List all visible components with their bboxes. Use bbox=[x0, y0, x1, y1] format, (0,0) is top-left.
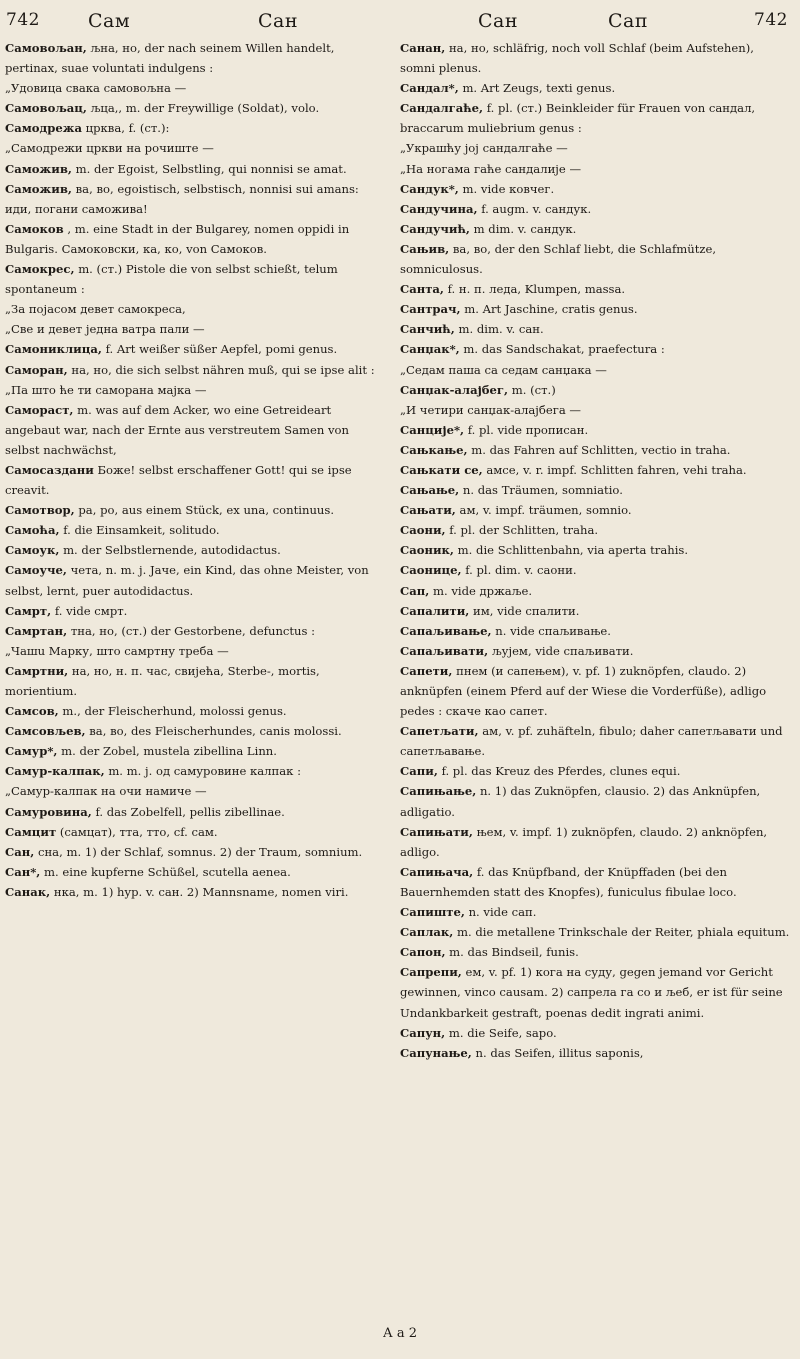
headword: Санције*, bbox=[400, 422, 465, 437]
entry-definition: тна, но, (ст.) der Gestorbene, defunctus : bbox=[70, 623, 316, 638]
entry-definition: ам, v. impf. träumen, somnio. bbox=[459, 503, 632, 518]
dictionary-entry bbox=[400, 138, 792, 158]
entry-definition: m dim. v. сандук. bbox=[473, 221, 577, 236]
entry-definition: пнем (и сапењем), v. pf. 1) zuknöpfen, claudo. 2) anknüpfen (einem Pferd auf der Wiese die Vorderfüße), adligo pedes : скаче као сапет. bbox=[400, 663, 767, 719]
dictionary-entry bbox=[5, 802, 385, 822]
headword: Самцит bbox=[5, 824, 57, 839]
headword: Самораст, bbox=[5, 402, 74, 417]
dictionary-entry bbox=[5, 360, 385, 380]
entry-definition: m. vide држаље. bbox=[432, 583, 533, 598]
entry-definition: f. pl. (ст.) Beinkleider für Frauen von сандал, braccarum muliebrium genus : bbox=[400, 101, 756, 136]
dictionary-entry bbox=[5, 98, 385, 118]
entry-definition: m. Art Jaschine, cratis genus. bbox=[464, 302, 638, 317]
headword: Самосаздани bbox=[5, 462, 94, 477]
entry-definition: f. pl. der Schlitten, traha. bbox=[449, 523, 599, 538]
dictionary-entry bbox=[400, 1023, 792, 1043]
dictionary-entry bbox=[5, 540, 385, 560]
entry-definition: чета, n. m. j. Jaче, ein Kind, das ohne Meister, von selbst, lernt, puer autodidactus. bbox=[5, 563, 369, 598]
dictionary-entry bbox=[400, 520, 792, 540]
headword: Сапетљати, bbox=[400, 724, 479, 739]
dictionary-entry bbox=[400, 1043, 792, 1063]
dictionary-entry bbox=[5, 641, 385, 661]
entry-definition: ра, ро, aus einem Stück, ex una, continuus. bbox=[78, 503, 335, 518]
entry-definition: „Удовица свака самовољна — bbox=[5, 81, 187, 96]
headword: Самоков bbox=[5, 221, 64, 236]
headword: Сањкање, bbox=[400, 442, 468, 457]
dictionary-entry bbox=[5, 339, 385, 359]
dictionary-entry bbox=[400, 78, 792, 98]
dictionary-entry bbox=[400, 962, 792, 1022]
headword: Санџак-алајбег, bbox=[400, 382, 509, 397]
entry-definition: m. die Schlittenbahn, via aperta trahis. bbox=[457, 543, 689, 558]
headword: Самоук, bbox=[5, 543, 60, 558]
entry-definition: , m. eine Stadt in der Bulgarey, nomen oppidi in Bulgaris. Самоковски, ка, ко, von Самоков. bbox=[5, 221, 350, 256]
entry-definition: m. dim. v. сан. bbox=[458, 322, 544, 337]
dictionary-entry bbox=[400, 942, 792, 962]
headword: Самур-калпак, bbox=[5, 764, 105, 779]
entry-definition: на, но, н. п. час, свијећа, Sterbe-, mortis, morientium. bbox=[5, 663, 320, 698]
entry-definition: m. die metallene Trinkschale der Reiter, phiala equitum. bbox=[457, 925, 790, 940]
headword: Самоуче, bbox=[5, 563, 67, 578]
headword: Сандал*, bbox=[400, 81, 459, 96]
dictionary-entry bbox=[400, 179, 792, 199]
dictionary-entry bbox=[400, 299, 792, 319]
entry-definition: „И четири санџак-алајбега — bbox=[400, 402, 582, 417]
headword: Самовољан, bbox=[5, 41, 87, 55]
headword: Самсовљев, bbox=[5, 724, 86, 739]
headword: Самртан, bbox=[5, 623, 68, 638]
entry-definition: „Седам паша са седам санџака — bbox=[400, 362, 607, 377]
entry-definition: Боже! selbst erschaffener Gott! qui se ipse creavit. bbox=[5, 462, 352, 498]
page-number-right: 742 bbox=[754, 10, 788, 30]
dictionary-entry bbox=[5, 701, 385, 721]
dictionary-entry bbox=[400, 862, 792, 902]
dictionary-entry bbox=[5, 118, 385, 138]
dictionary-entry bbox=[5, 781, 385, 801]
dictionary-entry bbox=[5, 400, 385, 460]
dictionary-entry bbox=[400, 460, 792, 480]
headword: Самуровина, bbox=[5, 804, 92, 819]
entry-definition: ва, во, der den Schlaf liebt, die Schlafmütze, somniculosus. bbox=[400, 241, 717, 277]
dictionary-entry bbox=[5, 78, 385, 98]
entry-definition: m. das Fahren auf Schlitten, vectio in traha. bbox=[471, 442, 731, 457]
entry-definition: m. das Bindseil, funis. bbox=[449, 945, 579, 960]
headword: Сапети, bbox=[400, 663, 453, 678]
headword: Саплак, bbox=[400, 925, 454, 940]
entry-definition: љна, но, der nach seinem Willen handelt, pertinax, suae voluntati indulgens : bbox=[5, 41, 335, 76]
entry-definition: f. pl. das Kreuz des Pferdes, clunes equi. bbox=[441, 764, 681, 779]
headword: Саможив, bbox=[5, 181, 72, 196]
headword: Самур*, bbox=[5, 744, 58, 759]
headword: Сапи, bbox=[400, 764, 438, 779]
dictionary-entry bbox=[400, 902, 792, 922]
headword: Саможив, bbox=[5, 161, 72, 176]
headword: Самсов, bbox=[5, 704, 59, 719]
entry-definition: (самцат), тта, тто, cf. сам. bbox=[59, 824, 218, 839]
dictionary-entry bbox=[400, 339, 792, 359]
headword: Санан, bbox=[400, 41, 446, 55]
dictionary-entry bbox=[5, 500, 385, 520]
dictionary-entry bbox=[400, 560, 792, 580]
entry-definition: f. das Knüpfband, der Knüpffaden (bei den Bauernhemden statt des Knopfes), funiculus fibulae loco. bbox=[400, 864, 737, 899]
dictionary-entry bbox=[400, 661, 792, 721]
dictionary-entry bbox=[5, 842, 385, 862]
dictionary-entry bbox=[5, 761, 385, 781]
dictionary-entry bbox=[400, 761, 792, 781]
dictionary-entry bbox=[400, 641, 792, 661]
entry-definition: m. m. j. од самуровине калпак : bbox=[108, 764, 301, 779]
entry-definition: m. (ст.) Pistole die von selbst schießt, telum spontaneum : bbox=[5, 262, 338, 297]
headword: Сапаљивање, bbox=[400, 623, 492, 638]
entry-definition: m. die Seife, sapo. bbox=[448, 1025, 557, 1040]
dictionary-entry bbox=[5, 219, 385, 259]
headword: Саонице, bbox=[400, 563, 462, 578]
entry-definition: њем, v. impf. 1) zuknöpfen, claudo. 2) anknöpfen, adligo. bbox=[400, 824, 768, 859]
headword: Сан, bbox=[5, 844, 35, 859]
dictionary-entry bbox=[400, 199, 792, 219]
dictionary-entry bbox=[400, 721, 792, 761]
dictionary-entry bbox=[5, 601, 385, 621]
headword: Сањање, bbox=[400, 483, 460, 498]
dictionary-entry bbox=[400, 822, 792, 862]
entry-definition: f. die Einsamkeit, solitudo. bbox=[63, 523, 220, 538]
page-number-left: 742 bbox=[6, 10, 40, 30]
entry-definition: ам, v. pf. zuhäfteln, fibulo; daher сапетљавати und сапетљавање. bbox=[400, 724, 783, 759]
entry-definition: љујем, vide спаљивати. bbox=[491, 643, 634, 658]
dictionary-entry bbox=[400, 98, 792, 138]
headword: Сантрач, bbox=[400, 302, 461, 317]
headword: Санџак*, bbox=[400, 342, 460, 357]
dictionary-entry bbox=[400, 380, 792, 400]
headword: Сан*, bbox=[5, 864, 41, 879]
entry-definition: f. pl. dim. v. саони. bbox=[465, 563, 577, 578]
dictionary-entry bbox=[400, 601, 792, 621]
dictionary-entry bbox=[400, 500, 792, 520]
headword: Сањкати се, bbox=[400, 462, 483, 477]
dictionary-entry bbox=[400, 219, 792, 239]
right-column bbox=[400, 38, 792, 1348]
dictionary-entry bbox=[5, 319, 385, 339]
dictionary-entry bbox=[5, 259, 385, 299]
headword: Сапунање, bbox=[400, 1045, 472, 1060]
guide-word-right-1: Сан bbox=[478, 10, 519, 32]
entry-definition: m. Art Zeugs, texti genus. bbox=[462, 81, 616, 96]
dictionary-entry bbox=[5, 621, 385, 641]
entry-definition: им, vide спалити. bbox=[473, 603, 580, 618]
entry-definition: m. der Selbstlernende, autodidactus. bbox=[63, 543, 281, 558]
entry-definition: n. vide спаљивање. bbox=[495, 623, 611, 638]
dictionary-entry bbox=[400, 239, 792, 279]
dictionary-entry bbox=[400, 360, 792, 380]
headword: Сапон, bbox=[400, 945, 446, 960]
headword: Сањати, bbox=[400, 503, 456, 518]
dictionary-entry bbox=[5, 882, 385, 902]
headword: Сандучина, bbox=[400, 201, 478, 216]
dictionary-entry bbox=[400, 581, 792, 601]
headword: Сапаљивати, bbox=[400, 643, 489, 658]
headword: Сапињати, bbox=[400, 824, 473, 839]
dictionary-entry bbox=[5, 38, 385, 78]
entry-definition: n. 1) das Zuknöpfen, clausio. 2) das Anknüpfen, adligatio. bbox=[400, 784, 761, 819]
entry-definition: f. Art weißer süßer Aepfel, pomi genus. bbox=[105, 342, 338, 357]
headword: Самовољац, bbox=[5, 101, 87, 116]
entry-definition: n. vide сап. bbox=[468, 905, 537, 920]
headword: Самоћа, bbox=[5, 523, 60, 538]
entry-definition: „Самур-калпак на очи намиче — bbox=[5, 784, 207, 799]
headword: Сањив, bbox=[400, 241, 450, 256]
entry-definition: m. vide ковчег. bbox=[462, 181, 555, 196]
entry-definition: n. das Träumen, somniatio. bbox=[462, 483, 623, 498]
headword: Сап, bbox=[400, 583, 430, 598]
dictionary-entry bbox=[5, 460, 385, 500]
entry-definition: m. was auf dem Acker, wo eine Getreideart angebaut war, nach der Ernte aus verstreutem Samen von selbst nachwächst, bbox=[5, 402, 349, 457]
entry-definition: на, но, die sich selbst nähren muß, qui se ipse alit : bbox=[71, 362, 375, 377]
dictionary-entry bbox=[400, 922, 792, 942]
entry-definition: љца,, m. der Freywillige (Soldat), volo. bbox=[90, 101, 320, 116]
entry-definition: „Па што ће ти саморана мајка — bbox=[5, 382, 207, 397]
dictionary-entry bbox=[5, 862, 385, 882]
dictionary-entry bbox=[5, 661, 385, 701]
entry-definition: ва, во, egoistisch, selbstisch, nonnisi sui amans: иди, погани саможива! bbox=[5, 181, 359, 216]
dictionary-entry bbox=[400, 440, 792, 460]
dictionary-entry bbox=[5, 721, 385, 741]
left-column bbox=[5, 38, 385, 1348]
headword: Самртни, bbox=[5, 663, 69, 678]
dictionary-entry bbox=[400, 480, 792, 500]
headword: Сапалити, bbox=[400, 603, 470, 618]
entry-definition: „Све и девет једна ватра пали — bbox=[5, 322, 205, 337]
headword: Санчић, bbox=[400, 322, 455, 337]
headword: Сандук*, bbox=[400, 181, 459, 196]
entry-definition: f. das Zobelfell, pellis zibellinae. bbox=[95, 804, 285, 819]
dictionary-entry bbox=[5, 179, 385, 219]
guide-word-left-1: Сам bbox=[88, 10, 131, 32]
entry-definition: f. vide смрт. bbox=[54, 603, 128, 618]
headword: Санта, bbox=[400, 282, 444, 297]
headword: Самониклица, bbox=[5, 342, 102, 357]
entry-definition: m. (ст.) bbox=[511, 382, 556, 397]
dictionary-entry bbox=[5, 822, 385, 842]
printer-signature: А а 2 bbox=[382, 1326, 418, 1341]
entry-definition: на, но, schläfrig, noch voll Schlaf (beim Aufstehen), somni plenus. bbox=[400, 41, 754, 76]
dictionary-entry bbox=[5, 159, 385, 179]
headword: Сандалгаће, bbox=[400, 101, 484, 116]
dictionary-entry bbox=[400, 420, 792, 440]
dictionary-entry bbox=[400, 38, 792, 78]
dictionary-entry bbox=[5, 520, 385, 540]
headword: Сапиште, bbox=[400, 905, 465, 920]
entry-definition: m. das Sandschakat, praefectura : bbox=[463, 342, 665, 357]
headword: Самокрес, bbox=[5, 262, 75, 277]
headword: Сандучић, bbox=[400, 221, 470, 236]
entry-definition: m., der Fleischerhund, molossi genus. bbox=[62, 704, 287, 719]
dictionary-entry bbox=[400, 159, 792, 179]
entry-definition: „На ногама гаће сандалије — bbox=[400, 161, 582, 176]
entry-definition: m. eine kupferne Schüßel, scutella aenea. bbox=[44, 864, 291, 879]
guide-word-left-2: Сан bbox=[258, 10, 299, 32]
entry-definition: црква, f. (ст.): bbox=[85, 121, 170, 136]
guide-word-right-2: Сап bbox=[608, 10, 649, 32]
headword: Сапињање, bbox=[400, 784, 477, 799]
dictionary-entry bbox=[400, 319, 792, 339]
dictionary-entry bbox=[5, 741, 385, 761]
entry-definition: ва, во, des Fleischerhundes, canis molossi. bbox=[89, 724, 342, 739]
headword: Сапињача, bbox=[400, 864, 474, 879]
entry-definition: „Самодрежи цркви на рочиште — bbox=[5, 141, 214, 156]
headword: Сапун, bbox=[400, 1025, 446, 1040]
headword: Саморан, bbox=[5, 362, 68, 377]
dictionary-entry bbox=[400, 400, 792, 420]
entry-definition: „Украшћу јој сандалгаће — bbox=[400, 141, 568, 156]
entry-definition: „За појасом девет самокреса, bbox=[5, 302, 186, 317]
entry-definition: m. der Egoist, Selbstling, qui nonnisi se amat. bbox=[75, 161, 347, 176]
headword: Сапрепи, bbox=[400, 965, 462, 980]
entry-definition: f. augm. v. сандук. bbox=[481, 201, 592, 216]
entry-definition: f. pl. vide прописан. bbox=[467, 422, 589, 437]
dictionary-entry bbox=[400, 781, 792, 821]
entry-definition: m. der Zobel, mustela zibellina Linn. bbox=[61, 744, 277, 759]
entry-definition: f. н. п. леда, Klumpen, massa. bbox=[447, 282, 626, 297]
entry-definition: амсе, v. r. impf. Schlitten fahren, vehi traha. bbox=[486, 462, 747, 477]
entry-definition: „Чашu Марку, што самртну треба — bbox=[5, 643, 229, 658]
entry-definition: ем, v. pf. 1) кога на суду, gegen jemand vor Gericht gewinnen, vinco causam. 2) сапрела га со и љеб, er ist für seine Undankbarkeit gestraft, poenas dedit ingrati animi. bbox=[400, 965, 783, 1020]
entry-definition: n. das Seifen, illitus saponis, bbox=[475, 1045, 644, 1060]
dictionary-entry bbox=[5, 138, 385, 158]
headword: Саони, bbox=[400, 523, 446, 538]
entry-definition: сна, m. 1) der Schlaf, somnus. 2) der Traum, somnium. bbox=[37, 844, 363, 859]
dictionary-entry bbox=[400, 540, 792, 560]
headword: Самодрежа bbox=[5, 121, 82, 136]
dictionary-entry bbox=[400, 621, 792, 641]
headword: Самрт, bbox=[5, 603, 52, 618]
headword: Саоник, bbox=[400, 543, 454, 558]
entry-definition: нка, m. 1) hyp. v. сан. 2) Mannsname, nomen viri. bbox=[53, 884, 349, 899]
headword: Самотвор, bbox=[5, 503, 75, 518]
headword: Санак, bbox=[5, 884, 51, 899]
dictionary-entry bbox=[5, 560, 385, 600]
dictionary-entry bbox=[400, 279, 792, 299]
dictionary-entry bbox=[5, 380, 385, 400]
dictionary-entry bbox=[5, 299, 385, 319]
